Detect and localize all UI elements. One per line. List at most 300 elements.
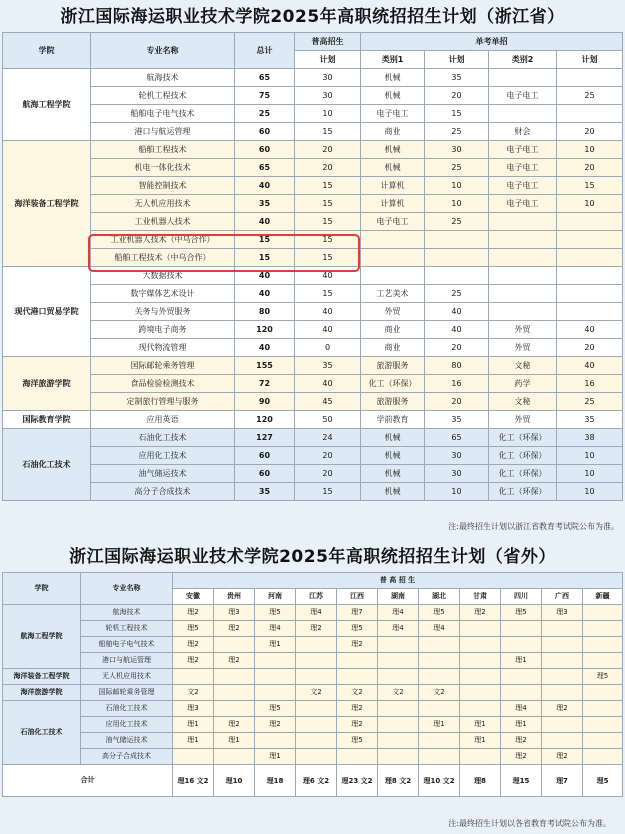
table-row: [3, 393, 623, 411]
pugao-plan: 45: [295, 393, 361, 411]
province-plan: [542, 621, 583, 637]
province-plan: [296, 749, 337, 765]
dankao-plan2: [557, 231, 623, 249]
header-row: [3, 573, 623, 589]
total-count: 120: [235, 411, 295, 429]
province-total: 理8 文2: [378, 765, 419, 797]
dankao-plan1: 20: [425, 339, 489, 357]
province-plan: [501, 685, 542, 701]
dankao-plan1: 40: [425, 321, 489, 339]
province-plan: [214, 637, 255, 653]
dankao-plan1: 25: [425, 213, 489, 231]
table-row: [3, 411, 623, 429]
header-plan1: 计划: [425, 51, 489, 69]
header-pugao: 普高招生: [295, 33, 361, 51]
province-plan: [296, 733, 337, 749]
dankao-plan2: [557, 285, 623, 303]
major-name: 国际邮轮乘务管理: [91, 357, 235, 375]
major-name: 食品检验检测技术: [91, 375, 235, 393]
dankao-plan1: 25: [425, 285, 489, 303]
dankao-category2: 化工（环保）: [489, 429, 557, 447]
pugao-plan: 20: [295, 159, 361, 177]
province-plan: [214, 749, 255, 765]
dankao-category2: 电子电工: [489, 87, 557, 105]
province-plan: [378, 637, 419, 653]
dankao-plan2: 40: [557, 357, 623, 375]
province-plan: 文2: [337, 685, 378, 701]
total-count: 40: [235, 177, 295, 195]
province-plan: 理3: [542, 605, 583, 621]
college-name: 航海工程学院: [3, 605, 81, 669]
province-plan: [542, 653, 583, 669]
dankao-category2: [489, 285, 557, 303]
province-plan: 理2: [173, 605, 214, 621]
table-row: [3, 685, 623, 701]
major-name: 国际邮轮乘务管理: [81, 685, 173, 701]
province-plan: 理2: [337, 717, 378, 733]
dankao-category1: 商业: [361, 339, 425, 357]
dankao-plan2: 40: [557, 321, 623, 339]
total-count: 40: [235, 213, 295, 231]
province-plan: [419, 701, 460, 717]
dankao-plan1: 10: [425, 177, 489, 195]
major-name: 应用化工技术: [81, 717, 173, 733]
table-row: [3, 605, 623, 621]
dankao-plan2: 10: [557, 465, 623, 483]
dankao-category1: 工艺美术: [361, 285, 425, 303]
province-plan: 理5: [501, 605, 542, 621]
pugao-plan: 30: [295, 69, 361, 87]
province-plan: [419, 669, 460, 685]
province-plan: [501, 621, 542, 637]
province-plan: [296, 701, 337, 717]
province-plan: [460, 701, 501, 717]
header-plan: 计划: [295, 51, 361, 69]
total-count: 40: [235, 267, 295, 285]
table-row: [3, 177, 623, 195]
major-name: 应用英语: [91, 411, 235, 429]
province-plan: [501, 637, 542, 653]
header-college: 学院: [3, 573, 81, 605]
province-plan: [296, 637, 337, 653]
table-row: [3, 303, 623, 321]
college-name: 现代港口贸易学院: [3, 267, 91, 357]
dankao-plan2: 35: [557, 411, 623, 429]
dankao-category1: 旅游服务: [361, 357, 425, 375]
major-name: 高分子合成技术: [81, 749, 173, 765]
dankao-plan1: 35: [425, 411, 489, 429]
pugao-plan: 15: [295, 483, 361, 501]
pugao-plan: 35: [295, 357, 361, 375]
total-count: 15: [235, 231, 295, 249]
total-count: 75: [235, 87, 295, 105]
dankao-category2: [489, 249, 557, 267]
total-count: 72: [235, 375, 295, 393]
table-row: [3, 653, 623, 669]
table-row: [3, 141, 623, 159]
major-name: 关务与外贸服务: [91, 303, 235, 321]
pugao-plan: 15: [295, 285, 361, 303]
college-name: 国际教育学院: [3, 411, 91, 429]
pugao-plan: 0: [295, 339, 361, 357]
province-plan: 理5: [255, 701, 296, 717]
province-plan: [255, 733, 296, 749]
province-plan: [419, 637, 460, 653]
table-row: [3, 749, 623, 765]
province-plan: [583, 685, 623, 701]
college-name: 石油化工技术: [3, 429, 91, 501]
major-name: 石油化工技术: [81, 701, 173, 717]
table-row: [3, 637, 623, 653]
table-row: [3, 483, 623, 501]
footnote-out-of-province: 注:最终招生计划以各省教育考试院公布为准。: [448, 819, 611, 828]
province-plan: 理1: [501, 653, 542, 669]
total-count: 80: [235, 303, 295, 321]
province-plan: [583, 653, 623, 669]
total-count: 60: [235, 465, 295, 483]
province-plan: 理4: [255, 621, 296, 637]
dankao-plan1: 20: [425, 393, 489, 411]
major-name: 机电一体化技术: [91, 159, 235, 177]
province-plan: 文2: [296, 685, 337, 701]
header-pugao: 普 高 招 生: [173, 573, 623, 589]
province-plan: [542, 669, 583, 685]
dankao-category2: [489, 267, 557, 285]
dankao-category2: 外贸: [489, 339, 557, 357]
province-plan: [460, 685, 501, 701]
province-plan: 理2: [173, 637, 214, 653]
table-row: [3, 701, 623, 717]
dankao-plan1: 15: [425, 105, 489, 123]
province-plan: 理3: [173, 701, 214, 717]
header-college: 学院: [3, 33, 91, 69]
total-count: 60: [235, 141, 295, 159]
province-total: 理15: [501, 765, 542, 797]
dankao-category2: 外贸: [489, 321, 557, 339]
province-total: 理7: [542, 765, 583, 797]
major-name: 航海技术: [91, 69, 235, 87]
total-count: 15: [235, 249, 295, 267]
province-total: 理8: [460, 765, 501, 797]
province-plan: [378, 733, 419, 749]
province-plan: 理5: [337, 621, 378, 637]
table-row: [3, 87, 623, 105]
pugao-plan: 15: [295, 249, 361, 267]
totals-row: [3, 765, 623, 797]
dankao-category2: 电子电工: [489, 159, 557, 177]
province-total: 理6 文2: [296, 765, 337, 797]
dankao-category2: [489, 303, 557, 321]
dankao-plan1: 10: [425, 483, 489, 501]
major-name: 无人机应用技术: [81, 669, 173, 685]
total-count: 25: [235, 105, 295, 123]
page-title-out-of-province: 浙江国际海运职业技术学院2025年高职统招招生计划（省外）: [69, 547, 556, 567]
dankao-category2: [489, 231, 557, 249]
dankao-plan1: 16: [425, 375, 489, 393]
out-of-province-plan-table: [2, 572, 623, 797]
province-plan: [583, 733, 623, 749]
dankao-category1: 机械: [361, 159, 425, 177]
dankao-category1: 旅游服务: [361, 393, 425, 411]
pugao-plan: 40: [295, 321, 361, 339]
province-total: 理10: [214, 765, 255, 797]
dankao-plan2: [557, 213, 623, 231]
province-plan: 理4: [296, 605, 337, 621]
major-name: 石油化工技术: [91, 429, 235, 447]
province-plan: 理2: [255, 717, 296, 733]
province-plan: [460, 749, 501, 765]
table-row: [3, 213, 623, 231]
province-plan: [337, 653, 378, 669]
total-count: 155: [235, 357, 295, 375]
province-plan: 文2: [173, 685, 214, 701]
pugao-plan: 20: [295, 141, 361, 159]
province-plan: 理1: [173, 733, 214, 749]
province-plan: 理2: [337, 637, 378, 653]
province-plan: 理1: [173, 717, 214, 733]
header-province: 四川: [501, 589, 542, 605]
total-count: 120: [235, 321, 295, 339]
province-plan: 理2: [337, 701, 378, 717]
province-total: 理10 文2: [419, 765, 460, 797]
header-plan2: 计划: [557, 51, 623, 69]
province-plan: [378, 701, 419, 717]
province-plan: 理5: [173, 621, 214, 637]
province-total: 理18: [255, 765, 296, 797]
table-row: [3, 621, 623, 637]
table-row: [3, 285, 623, 303]
major-name: 船舶工程技术: [91, 141, 235, 159]
province-plan: [296, 669, 337, 685]
total-count: 40: [235, 339, 295, 357]
dankao-category2: 化工（环保）: [489, 447, 557, 465]
dankao-plan1: 80: [425, 357, 489, 375]
table-row: [3, 717, 623, 733]
dankao-category1: [361, 231, 425, 249]
header-major: 专业名称: [91, 33, 235, 69]
province-plan: [214, 701, 255, 717]
dankao-category1: 电子电工: [361, 105, 425, 123]
dankao-category1: 机械: [361, 87, 425, 105]
dankao-category2: 化工（环保）: [489, 465, 557, 483]
dankao-category1: 化工（环保）: [361, 375, 425, 393]
province-plan: [419, 653, 460, 669]
province-plan: 理2: [214, 653, 255, 669]
province-plan: [583, 637, 623, 653]
major-name: 智能控制技术: [91, 177, 235, 195]
province-plan: 理3: [214, 605, 255, 621]
table-row: [3, 465, 623, 483]
header-cat1: 类别1: [361, 51, 425, 69]
table-row: [3, 123, 623, 141]
dankao-category1: [361, 267, 425, 285]
major-name: 油气储运技术: [91, 465, 235, 483]
header-province: 江苏: [296, 589, 337, 605]
pugao-plan: 15: [295, 231, 361, 249]
pugao-plan: 24: [295, 429, 361, 447]
dankao-category1: 计算机: [361, 177, 425, 195]
dankao-category1: 机械: [361, 465, 425, 483]
province-plan: [173, 749, 214, 765]
province-plan: 理2: [501, 733, 542, 749]
dankao-plan2: 10: [557, 447, 623, 465]
dankao-plan2: [557, 105, 623, 123]
province-plan: [173, 669, 214, 685]
province-plan: [583, 605, 623, 621]
province-plan: 理4: [419, 621, 460, 637]
dankao-plan2: 25: [557, 87, 623, 105]
dankao-plan2: [557, 69, 623, 87]
major-name: 工业机器人技术: [91, 213, 235, 231]
dankao-plan2: [557, 303, 623, 321]
dankao-plan2: [557, 267, 623, 285]
province-plan: [337, 669, 378, 685]
dankao-category2: 外贸: [489, 411, 557, 429]
header-major: 专业名称: [81, 573, 173, 605]
province-plan: [255, 669, 296, 685]
province-plan: [542, 637, 583, 653]
total-count: 60: [235, 123, 295, 141]
table-row: [3, 429, 623, 447]
table-row: [3, 69, 623, 87]
total-count: 40: [235, 285, 295, 303]
total-count: 35: [235, 483, 295, 501]
dankao-category1: 机械: [361, 429, 425, 447]
major-name: 无人机应用技术: [91, 195, 235, 213]
table-row: [3, 105, 623, 123]
major-name: 轮机工程技术: [91, 87, 235, 105]
province-plan: [214, 685, 255, 701]
province-plan: 理2: [296, 621, 337, 637]
table-row: [3, 447, 623, 465]
dankao-category2: 化工（环保）: [489, 483, 557, 501]
table-row: [3, 159, 623, 177]
dankao-category2: 财会: [489, 123, 557, 141]
dankao-category1: 机械: [361, 141, 425, 159]
table-row: [3, 375, 623, 393]
province-plan: [583, 621, 623, 637]
dankao-category2: 电子电工: [489, 177, 557, 195]
total-count: 65: [235, 69, 295, 87]
province-plan: 理2: [542, 701, 583, 717]
province-total: 理5: [583, 765, 623, 797]
total-count: 90: [235, 393, 295, 411]
province-plan: [419, 733, 460, 749]
dankao-category2: [489, 69, 557, 87]
college-name: 海洋旅游学院: [3, 685, 81, 701]
dankao-category2: 电子电工: [489, 195, 557, 213]
total-count: 60: [235, 447, 295, 465]
province-total: 理16 文2: [173, 765, 214, 797]
province-plan: [378, 669, 419, 685]
major-name: 船舶电子电气技术: [91, 105, 235, 123]
header-province: 贵州: [214, 589, 255, 605]
province-plan: 理1: [419, 717, 460, 733]
province-plan: [501, 669, 542, 685]
province-plan: [337, 749, 378, 765]
header-province: 安徽: [173, 589, 214, 605]
dankao-category1: 机械: [361, 483, 425, 501]
total-count: 65: [235, 159, 295, 177]
pugao-plan: 15: [295, 195, 361, 213]
province-plan: 理2: [214, 621, 255, 637]
province-plan: 理4: [378, 605, 419, 621]
province-plan: [214, 669, 255, 685]
province-plan: [583, 701, 623, 717]
header-province: 湖南: [378, 589, 419, 605]
dankao-category1: 机械: [361, 447, 425, 465]
dankao-category2: 药学: [489, 375, 557, 393]
dankao-category1: 电子电工: [361, 213, 425, 231]
dankao-plan1: 65: [425, 429, 489, 447]
major-name: 港口与航运管理: [81, 653, 173, 669]
footnote-zhejiang: 注:最终招生计划以浙江省教育考试院公布为准。: [448, 522, 619, 531]
province-plan: [460, 621, 501, 637]
header-province: 新疆: [583, 589, 623, 605]
dankao-plan1: 25: [425, 123, 489, 141]
province-plan: 理5: [583, 669, 623, 685]
dankao-plan1: [425, 267, 489, 285]
major-name: 跨境电子商务: [91, 321, 235, 339]
college-name: 石油化工技术: [3, 701, 81, 765]
table-row: [3, 357, 623, 375]
province-plan: [542, 717, 583, 733]
dankao-plan2: [557, 249, 623, 267]
pugao-plan: 40: [295, 375, 361, 393]
header-total: 总计: [235, 33, 295, 69]
pugao-plan: 40: [295, 303, 361, 321]
province-plan: 理1: [460, 717, 501, 733]
dankao-category2: [489, 105, 557, 123]
dankao-plan1: [425, 231, 489, 249]
province-total: 理23 文2: [337, 765, 378, 797]
pugao-plan: 40: [295, 267, 361, 285]
province-plan: 理4: [501, 701, 542, 717]
dankao-category2: 文秘: [489, 393, 557, 411]
header-row: [3, 33, 623, 51]
province-plan: 理1: [460, 733, 501, 749]
dankao-plan1: 40: [425, 303, 489, 321]
province-plan: 理1: [255, 749, 296, 765]
province-plan: [542, 733, 583, 749]
dankao-category1: [361, 249, 425, 267]
dankao-category2: 文秘: [489, 357, 557, 375]
province-plan: [255, 653, 296, 669]
pugao-plan: 10: [295, 105, 361, 123]
pugao-plan: 15: [295, 123, 361, 141]
pugao-plan: 30: [295, 87, 361, 105]
dankao-plan1: 30: [425, 447, 489, 465]
major-name: 高分子合成技术: [91, 483, 235, 501]
province-plan: 理2: [214, 717, 255, 733]
major-name: 工业机器人技术（中乌合作）: [91, 231, 235, 249]
dankao-category1: 计算机: [361, 195, 425, 213]
highlight-box: [88, 234, 360, 272]
province-plan: 理5: [255, 605, 296, 621]
dankao-plan2: 15: [557, 177, 623, 195]
province-plan: 理2: [173, 653, 214, 669]
table-row: [3, 339, 623, 357]
province-plan: [583, 749, 623, 765]
table-row: [3, 669, 623, 685]
province-plan: [296, 717, 337, 733]
header-province: 湖北: [419, 589, 460, 605]
province-plan: [542, 685, 583, 701]
table-row: [3, 733, 623, 749]
major-name: 航海技术: [81, 605, 173, 621]
province-plan: 文2: [419, 685, 460, 701]
dankao-category2: [489, 213, 557, 231]
